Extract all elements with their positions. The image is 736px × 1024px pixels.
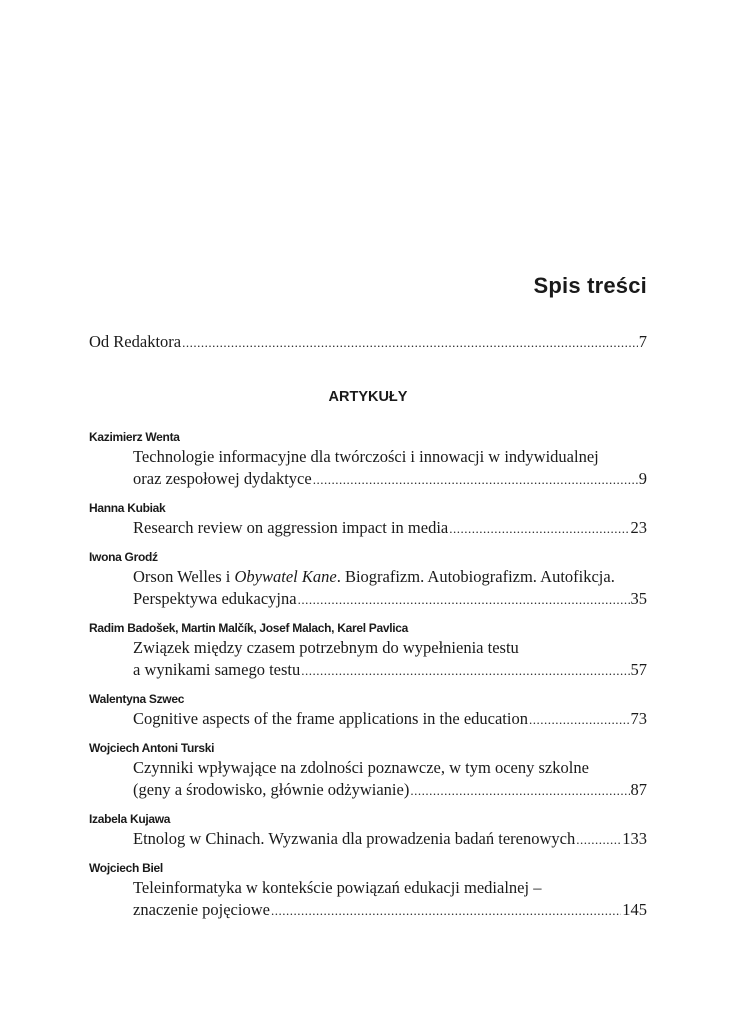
entry-title-text: Research review on aggression impact in media bbox=[133, 518, 449, 537]
page-title: Spis treści bbox=[533, 273, 647, 298]
entry-title-line bbox=[133, 566, 647, 588]
entry-author: Radim Badošek, Martin Malčík, Josef Malach, Karel Pavlica bbox=[89, 621, 409, 635]
toc-entry[interactable] bbox=[89, 810, 647, 851]
entry-title-line-last bbox=[133, 899, 647, 922]
entry-title-text: Cognitive aspects of the frame applications in the education bbox=[133, 709, 528, 728]
entry-author: Hanna Kubiak bbox=[89, 501, 166, 515]
dot-leader bbox=[298, 589, 630, 611]
entry-title-line-last bbox=[133, 828, 647, 851]
entry-title-line-last bbox=[133, 659, 647, 682]
dot-leader bbox=[449, 518, 629, 540]
page-number: 145 bbox=[622, 900, 647, 919]
toc-entry[interactable] bbox=[89, 499, 647, 540]
toc-entry[interactable] bbox=[89, 548, 647, 611]
dot-leader bbox=[271, 900, 621, 922]
entry-title-text: znaczenie pojęciowe bbox=[133, 900, 270, 919]
page-number: 57 bbox=[630, 660, 647, 679]
section-heading: ARTYKUŁY bbox=[328, 389, 408, 405]
toc-entry[interactable] bbox=[89, 739, 647, 802]
page-number: 73 bbox=[630, 709, 647, 728]
entry-title-italic: Obywatel Kane bbox=[234, 567, 337, 586]
entry-author: Wojciech Antoni Turski bbox=[89, 741, 215, 755]
dot-leader bbox=[301, 660, 629, 682]
entry-title-text: Perspektywa edukacyjna bbox=[133, 589, 297, 608]
page-number: 7 bbox=[638, 332, 647, 351]
toc-entry-intro[interactable] bbox=[89, 331, 647, 354]
entry-author: Iwona Grodź bbox=[89, 550, 158, 564]
entry-title-text: oraz zespołowej dydaktyce bbox=[133, 469, 312, 488]
dot-leader bbox=[313, 469, 638, 491]
toc-page bbox=[89, 0, 647, 1024]
page-number: 133 bbox=[622, 829, 647, 848]
dot-leader bbox=[529, 709, 630, 731]
toc-entry[interactable] bbox=[89, 428, 647, 491]
entry-title-text: Orson Welles i bbox=[133, 567, 235, 586]
toc-entry[interactable] bbox=[89, 690, 647, 731]
entry-title-text: . Biografizm. Autobiografizm. Autofikcja. bbox=[336, 567, 615, 586]
entry-title-line: Teleinformatyka w kontekście powiązań edukacji medialnej – bbox=[133, 878, 542, 897]
entry-title-line: Czynniki wpływające na zdolności poznawcze, w tym oceny szkolne bbox=[133, 758, 589, 777]
entry-title-line-last bbox=[133, 517, 647, 540]
entry-title-line-last bbox=[133, 708, 647, 731]
entry-author: Walentyna Szwec bbox=[89, 692, 185, 706]
toc-entry[interactable] bbox=[89, 859, 647, 922]
toc-entries bbox=[89, 428, 647, 930]
page-number: 87 bbox=[630, 780, 647, 799]
page-number: 35 bbox=[630, 589, 647, 608]
page-number: 23 bbox=[630, 518, 647, 537]
entry-author: Izabela Kujawa bbox=[89, 812, 171, 826]
dot-leader bbox=[410, 780, 629, 802]
page-number: 9 bbox=[638, 469, 647, 488]
entry-title-text: (geny a środowisko, głównie odżywianie) bbox=[133, 780, 410, 799]
entry-title-line-last bbox=[133, 468, 647, 491]
entry-author: Kazimierz Wenta bbox=[89, 430, 180, 444]
entry-title-line-last bbox=[133, 779, 647, 802]
entry-title-line: Technologie informacyjne dla twórczości i innowacji w indywidualnej bbox=[133, 447, 599, 466]
entry-title-line: Związek między czasem potrzebnym do wypełnienia testu bbox=[133, 638, 519, 657]
entry-title-text: a wynikami samego testu bbox=[133, 660, 301, 679]
toc-entry[interactable] bbox=[89, 619, 647, 682]
entry-title-line-last bbox=[133, 588, 647, 611]
dot-leader bbox=[182, 332, 638, 354]
entry-author: Wojciech Biel bbox=[89, 861, 163, 875]
toc-entry-label: Od Redaktora bbox=[89, 332, 182, 351]
entry-title-text: Etnolog w Chinach. Wyzwania dla prowadzenia badań terenowych bbox=[133, 829, 576, 848]
dot-leader bbox=[576, 829, 621, 851]
